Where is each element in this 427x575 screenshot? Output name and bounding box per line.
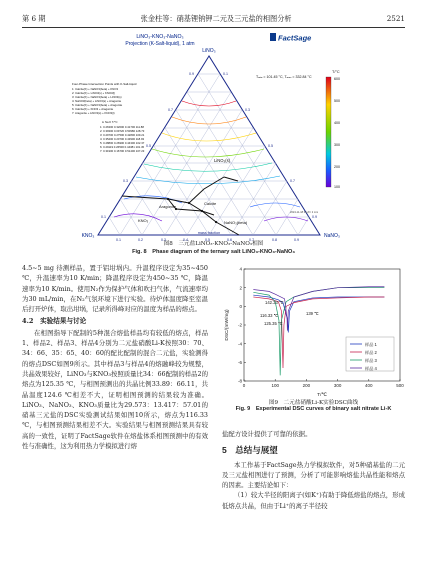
apex-kno3: KNO₃ (81, 233, 95, 239)
svg-text:0.7: 0.7 (290, 179, 295, 183)
y-tick-label: 2 (239, 285, 242, 291)
region-calcite: Calcite (204, 201, 217, 206)
header-rule (22, 27, 405, 28)
fig9-caption-zh: 图9 二元盐硝酸Li-K实验DSC曲线 (268, 400, 359, 406)
svg-text:6: 0.29119 0.26500 0.44381 101: 6: 0.29119 0.26500 0.44381 101.45 (100, 145, 145, 149)
x-tick-label: 300 (333, 383, 342, 388)
y-tick-label: -4 (237, 341, 242, 347)
composition-table (100, 120, 145, 153)
svg-text:0.3: 0.3 (123, 179, 128, 183)
svg-text:3: Calcite(K) + NaNO3(beta) +: 3: Calcite(K) + NaNO3(beta) + LiNO3(s) (72, 95, 122, 99)
paragraph: 在相图指导下配制的5种混合熔盐样品均有较低的熔点，样品1、样品2、样品3、样品4分别为二元盐硝酸Li-K按照30：70、34：66、35：65、40：60的配比配制的混合二元盐，实验测得的熔点DSC如图9所示。其中样品3与样品4的熔融峰较为规整，共晶效果较好，LiNO₃与KNO₃按照质量比34：66配制的样品2的熔点为125.35 ℃，与相图预测出的共晶比例33.89：66.11，共晶温度124.6 ℃相差不大，证明相图预测的结果较为准确。LiNO₃、NaNO₃、KNO₃质量比为29.573：13.417：57.01的硝基三元盐的DSC实验测试结果如图10所示，熔点为116.33 ℃，与相图预测结果相差不大。实验结果与相图预测结果具有较高的一致性，证明了FactSage软件在熔盐体系相图预测中的有效性与准确性，这为利用热力学模拟进行熔 (22, 328, 208, 451)
region-kno3: KNO₃ (138, 218, 149, 223)
svg-text:5: 0.28800 0.26900 0.44300 102: 5: 0.28800 0.26900 0.44300 102.37 (100, 141, 145, 145)
annotation-139: 139 ℃ (306, 311, 319, 316)
legend-item: 样品 2 (365, 350, 377, 355)
annotation-116: 116.33 ℃ (260, 313, 279, 318)
paragraph: 本工作基于FactSage热力学模拟软件，对5种硝基盐的二元及三元盐相图进行了预测，分析了可能影响熔盐共晶性能和熔点的因素。主要结论如下： (222, 460, 405, 490)
svg-text:0.8: 0.8 (272, 238, 277, 242)
temperature-colorbar (326, 77, 331, 187)
svg-text:5: Calcite(K) + NaNO3(beta) +: 5: Calcite(K) + NaNO3(beta) + Aragonite (72, 103, 123, 107)
mass-fraction-label: mass fraction (197, 231, 221, 235)
x-tick-label: 0 (242, 383, 246, 388)
svg-text:0.9: 0.9 (189, 72, 194, 76)
x-tick-label: 400 (365, 383, 373, 388)
fig8-date: 2024-11-18 Fig.8 / 2 mm (290, 211, 319, 214)
y-tick-label: 0 (239, 303, 242, 309)
region-aragonite: Aragonite (159, 204, 177, 209)
svg-text:1: 0.26300 0.32000 0.41700 111: 1: 0.26300 0.32000 0.41700 111.88 (100, 125, 144, 129)
legend-tick: 600 (334, 77, 340, 81)
svg-text:0.3: 0.3 (245, 108, 250, 112)
apex-lino3: LiNO₃ (202, 48, 216, 54)
svg-text:0.6: 0.6 (227, 238, 232, 242)
region-lino3-s: LiNO₃(s) (214, 158, 231, 163)
fig8-caption-en: Fig. 8 Phase diagram of the ternary salt LiNO₃-KNO₃-NaNO₃ (132, 249, 295, 255)
y-tick-label: -6 (237, 359, 242, 365)
legend-tick: 200 (334, 165, 340, 169)
y-axis-label: DSC/(mW/mg) (225, 309, 230, 341)
svg-text:0.2: 0.2 (138, 238, 143, 242)
svg-text:0.7: 0.7 (249, 238, 254, 242)
running-title: 张金柱等：硝基锂钠钾二元及三元盐的相图分析 (140, 14, 292, 23)
svg-text:3: 0.29700 0.27500 0.42800 109: 3: 0.29700 0.27500 0.42800 109.21 (100, 133, 145, 137)
svg-text:FactSage: FactSage (278, 33, 312, 43)
legend-unit: T/°C (332, 70, 340, 74)
fig8-caption-zh: 图8 三元盐LiNO₃-KNO₃-NaNO₃相图 (163, 241, 264, 247)
section-heading-5: 5 总结与展望 (222, 445, 278, 456)
figure-9-dsc-chart (220, 263, 406, 399)
apex-nano3: NaNO₃ (324, 233, 340, 239)
svg-text:0.3: 0.3 (161, 238, 166, 242)
svg-text:7: 0.31900 0.16700 0.51400 107: 7: 0.31900 0.16700 0.51400 107.23 (100, 149, 145, 153)
paragraph: 盐配方设计提供了可靠的依据。 (222, 430, 312, 438)
x-axis-label: T/℃ (317, 393, 327, 398)
svg-text:0.7: 0.7 (168, 108, 173, 112)
svg-text:0.9: 0.9 (294, 238, 299, 242)
svg-text:0.9: 0.9 (312, 215, 317, 219)
factsage-logo (270, 33, 311, 43)
tmin-tmax: Tₘᵢₙ = 101.45 °C, Tₘₐₓ = 332.84 °C (256, 75, 312, 79)
svg-text:0.1: 0.1 (223, 72, 228, 76)
fig8-title-2: Projection (K-Salt-liquid), 1 atm (125, 41, 195, 47)
fip-list (72, 82, 137, 115)
right-column (222, 429, 405, 511)
legend-item: 样品 3 (365, 358, 377, 363)
x-tick-label: 200 (302, 383, 311, 388)
svg-text:Li Na K T/°C: Li Na K T/°C (102, 120, 118, 124)
annotation-142: 142.33 ℃ (265, 300, 284, 305)
svg-text:6: Calcite(K) + KNO3 + Aragoni: 6: Calcite(K) + KNO3 + Aragonite (72, 107, 114, 111)
svg-text:0.4: 0.4 (183, 238, 188, 242)
svg-text:0.1: 0.1 (116, 238, 121, 242)
x-tick-label: 100 (271, 383, 279, 388)
svg-text:4: NaNO3(beta) + LiNO3(s) + Ar: 4: NaNO3(beta) + LiNO3(s) + Aragonite (72, 99, 122, 103)
running-header (22, 14, 405, 24)
legend-tick: 100 (334, 185, 340, 189)
x-tick-label: 500 (396, 383, 404, 388)
svg-text:2: Calcite(K) + LiNO3(s) + KNO: 2: Calcite(K) + LiNO3(s) + KNO3(l) (72, 91, 116, 95)
fig8-title-1: LiNO₃-KNO₃-NaNO₃ (136, 34, 184, 40)
y-tick-label: -8 (237, 378, 242, 384)
paragraph: 4.5~5 mg 待测样品，置于铝坩埚内。升温程序设定为35~450 ℃，升温速率为10 K/min；降温程序设定为450~35 ℃，降温速率为10 K/min。使用N₂作为保护气体和吹扫气体，气流速率均为30 mL/min，在N₂气氛环境下进行实验。待炉体温度降至室温后打开炉体，取出坩埚，记录所得峰对应的温度为样品的熔点。 (22, 264, 208, 314)
dsc-legend (346, 337, 394, 372)
legend-tick: 300 (334, 143, 340, 147)
svg-text:2: 0.39300 0.09720 0.50980 128: 2: 0.39300 0.09720 0.50980 128.73 (100, 129, 145, 133)
svg-text:0.5: 0.5 (205, 238, 210, 242)
y-tick-label: -2 (237, 322, 242, 328)
issue-number: 第 6 期 (22, 14, 46, 23)
page-number: 2521 (386, 14, 405, 23)
svg-text:1: Calcite(K) + NaNO3(beta) +: 1: Calcite(K) + NaNO3(beta) + KNO3 (72, 87, 119, 91)
y-tick-label: 4 (239, 266, 242, 272)
figure-8-ternary-diagram (64, 31, 364, 242)
svg-text:0.5: 0.5 (146, 144, 151, 148)
annotation-125: 125.35 ℃ (264, 321, 283, 326)
svg-text:0.1: 0.1 (101, 215, 106, 219)
legend-item: 样品 4 (365, 366, 377, 371)
region-nano3-beta: NaNO₃(beta) (224, 220, 248, 225)
paragraph: （1）较大半径的阳离子(如K⁺)有助于降低熔盐的熔点，形成低熔点共晶，但由于Li⁺的离子半径较 (222, 491, 405, 510)
fig9-caption-en: Fig. 9 Experimental DSC curves of binary salt nitrate Li-K (235, 406, 392, 412)
legend-item: 样品 1 (365, 342, 377, 347)
fip-title: Four-Phase Intersection Points with K-Salt-liquid (72, 82, 137, 86)
svg-text:7: Aragonite + LiNO3(s) + KNO3: 7: Aragonite + LiNO3(s) + KNO3(l) (72, 111, 115, 115)
section-heading-4-2: 4.2 实验结果与讨论 (22, 317, 87, 326)
legend-tick: 500 (334, 99, 340, 103)
svg-text:4: 0.35400 0.20700 0.43900 118: 4: 0.35400 0.20700 0.43900 118.93 (100, 137, 145, 141)
svg-text:0.5: 0.5 (268, 144, 273, 148)
legend-tick: 400 (334, 121, 340, 125)
left-column (22, 263, 208, 451)
